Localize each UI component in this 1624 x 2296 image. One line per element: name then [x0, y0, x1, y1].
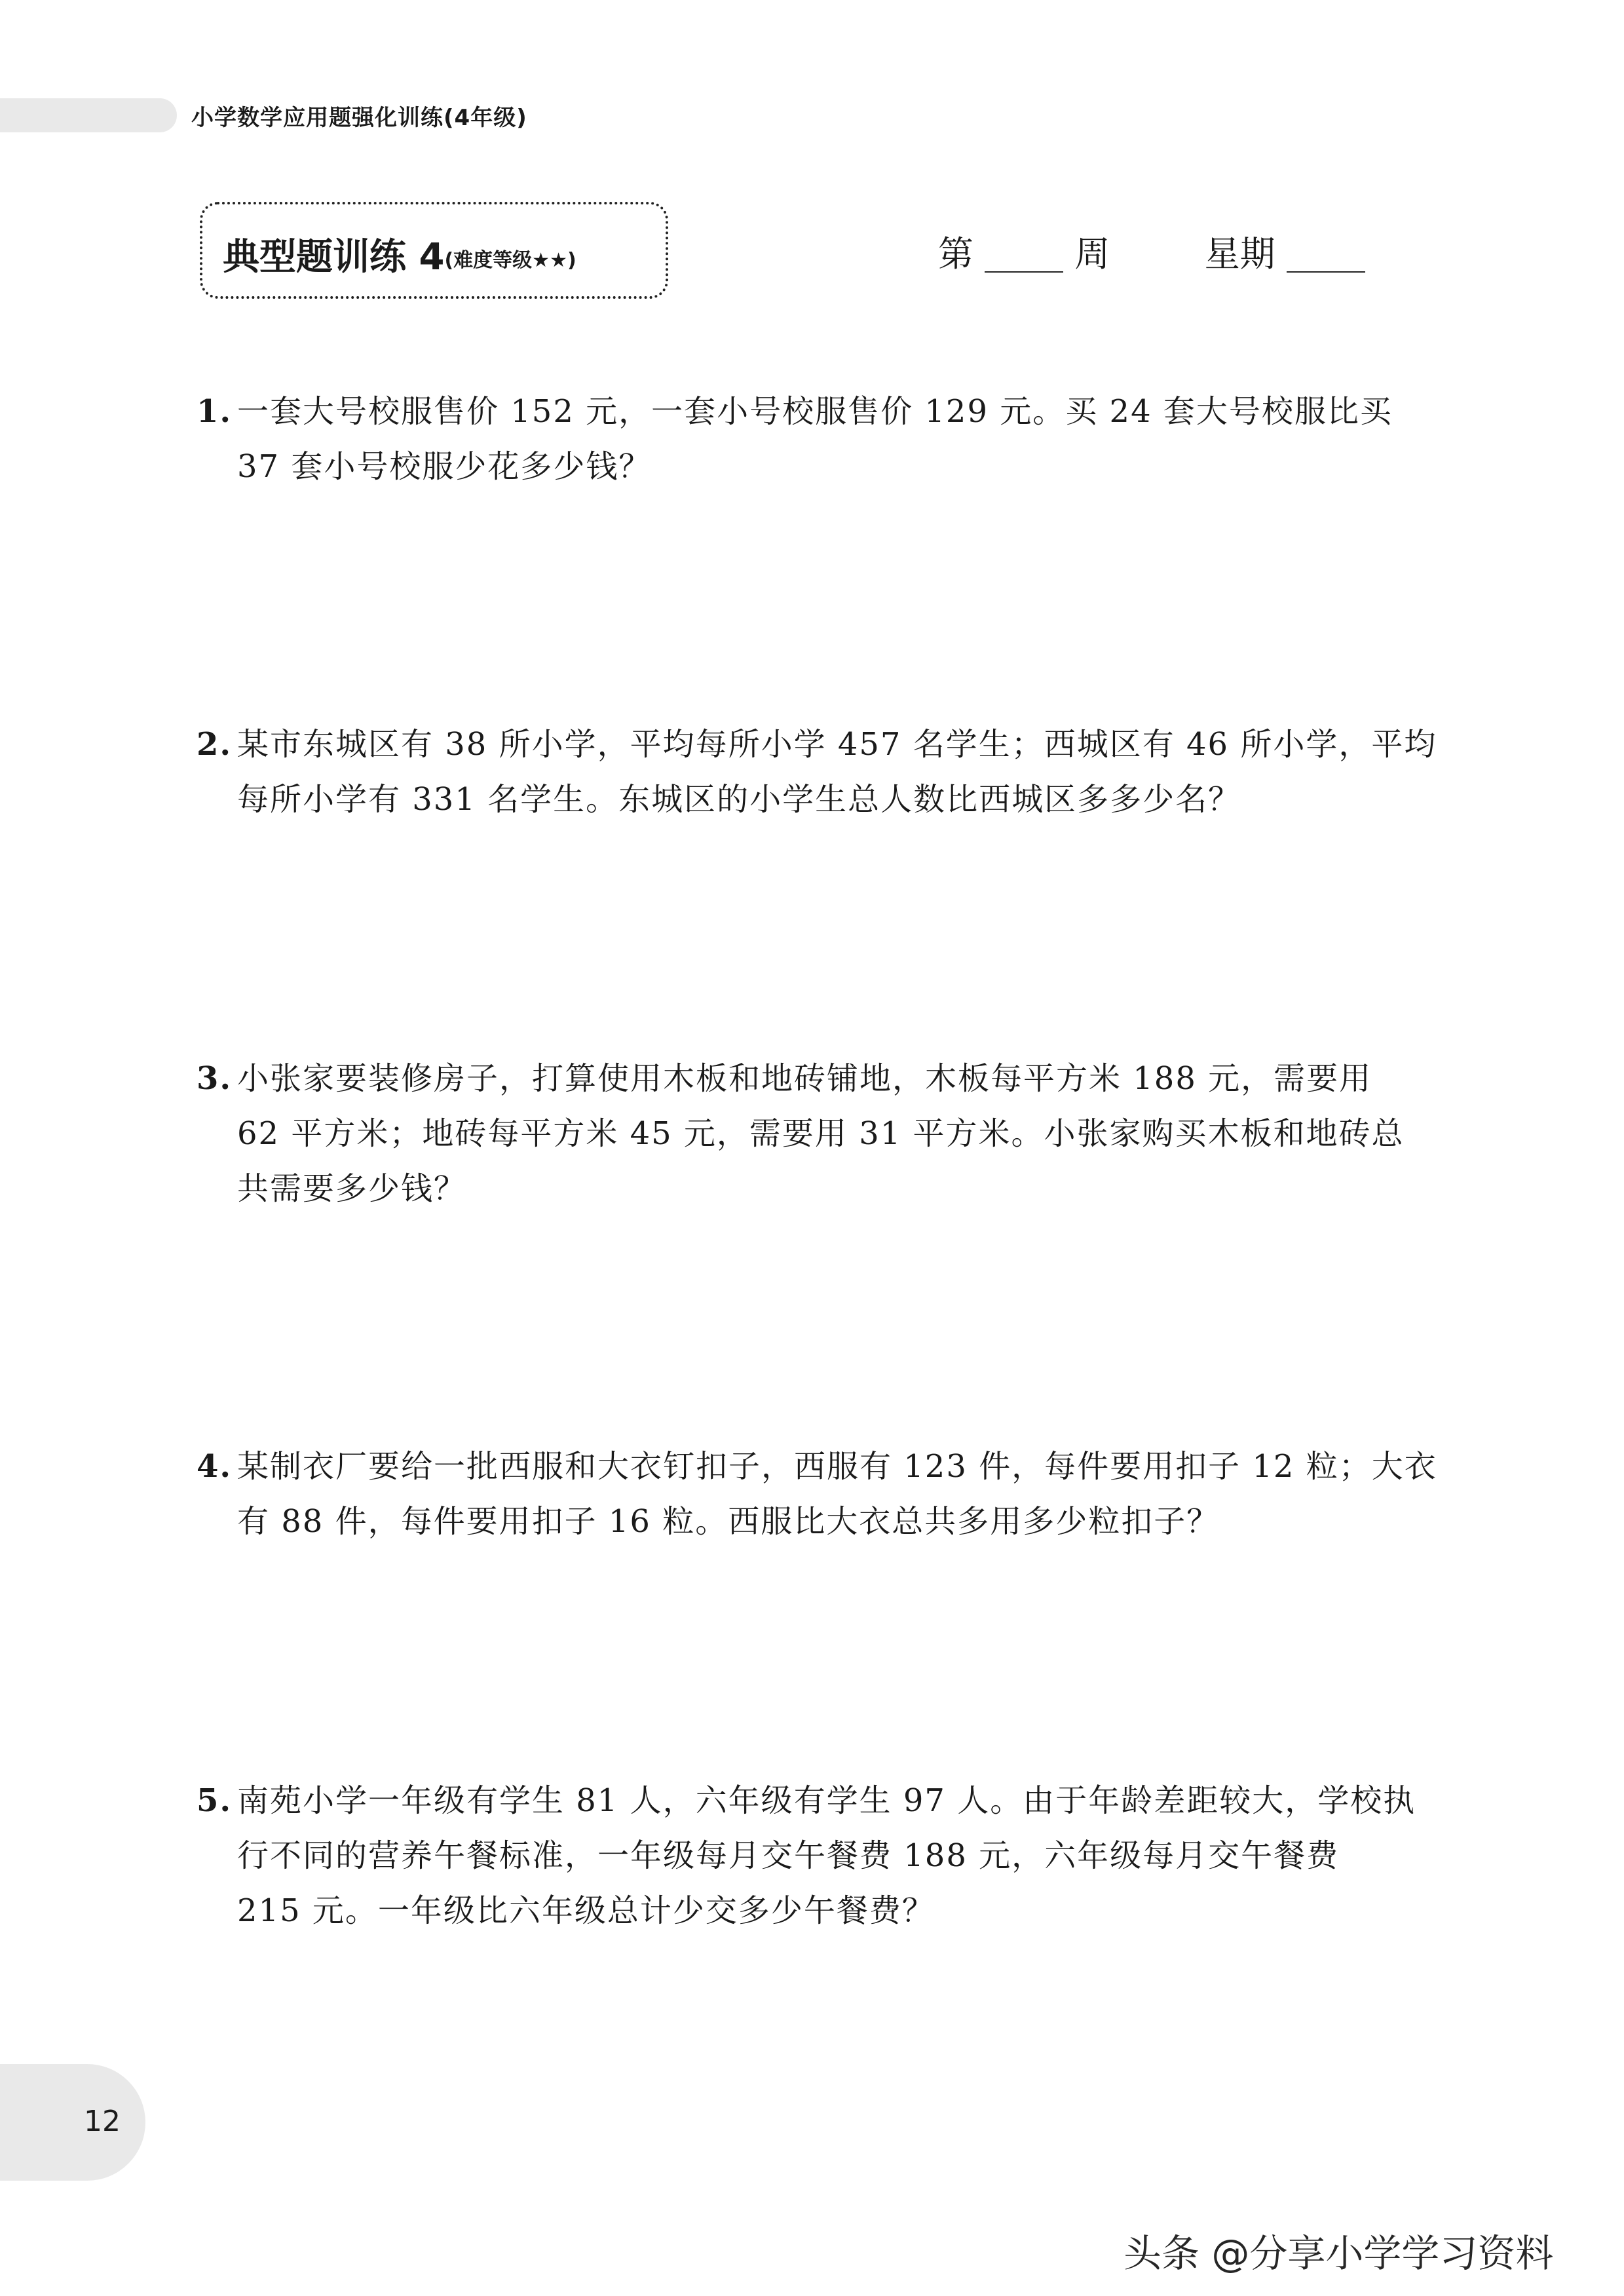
question-line: 215 元。一年级比六年级总计少交多少午餐费？ — [237, 1892, 935, 1929]
question-line: 小张家要装修房子，打算使用木板和地砖铺地，木板每平方米 188 元，需要用 — [237, 1060, 1372, 1097]
question-1 — [197, 384, 1441, 494]
question-4 — [197, 1439, 1441, 1549]
difficulty-label: (难度等级★★) — [444, 249, 576, 272]
week-suffix: 周 — [1074, 233, 1110, 275]
page-tab — [0, 2064, 145, 2181]
weekday-label: 星期 — [1204, 233, 1275, 275]
watermark: 头条 @分享小学学习资料 — [1124, 2231, 1554, 2276]
question-line: 南苑小学一年级有学生 81 人，六年级有学生 97 人。由于年龄差距较大，学校执 — [237, 1782, 1416, 1819]
question-line: 每所小学有 331 名学生。东城区的小学生总人数比西城区多多少名？ — [237, 781, 1241, 818]
weekday-blank[interactable] — [1287, 239, 1365, 273]
header-band — [0, 98, 177, 132]
exercise-title — [223, 228, 576, 280]
week-blank[interactable] — [985, 239, 1063, 273]
question-line: 共需要多少钱？ — [237, 1170, 467, 1207]
date-line — [938, 226, 1365, 277]
question-line: 62 平方米；地砖每平方米 45 元，需要用 31 平方米。小张家购买木板和地砖总 — [237, 1115, 1405, 1152]
title-text: 典型题训练 4 — [223, 236, 445, 278]
question-3 — [197, 1051, 1441, 1216]
question-number: 3. — [197, 1060, 233, 1097]
question-line: 某市东城区有 38 所小学，平均每所小学 457 名学生；西城区有 46 所小学，平均 — [237, 726, 1437, 763]
question-number: 5. — [197, 1782, 233, 1819]
question-line: 一套大号校服售价 152 元，一套小号校服售价 129 元。买 24 套大号校服比买 — [237, 393, 1393, 430]
question-2 — [197, 717, 1441, 827]
question-line: 行不同的营养午餐标准，一年级每月交午餐费 188 元，六年级每月交午餐费 — [237, 1837, 1340, 1874]
question-number: 1. — [197, 393, 233, 430]
question-line: 37 套小号校服少花多少钱？ — [237, 448, 652, 485]
question-5 — [197, 1773, 1441, 1938]
week-prefix: 第 — [938, 233, 973, 275]
question-line: 某制衣厂要给一批西服和大衣钉扣子，西服有 123 件，每件要用扣子 12 粒；大衣 — [237, 1448, 1437, 1485]
page-number: 12 — [84, 2105, 121, 2138]
question-number: 2. — [197, 726, 233, 763]
running-head: 小学数学应用题强化训练(4年级) — [191, 105, 527, 131]
question-number: 4. — [197, 1448, 233, 1485]
question-line: 有 88 件，每件要用扣子 16 粒。西服比大衣总共多用多少粒扣子？ — [237, 1503, 1220, 1540]
